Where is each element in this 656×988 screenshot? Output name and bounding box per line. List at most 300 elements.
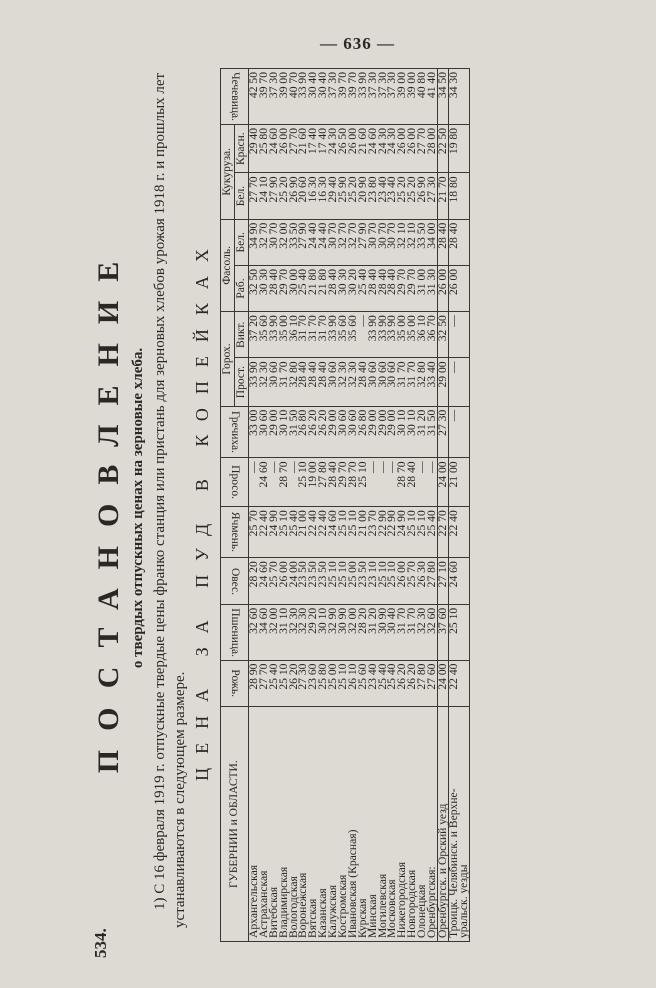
price-cell: 39 70 [256,72,270,99]
header-rye: Рожь. [221,660,249,707]
price-cell: 28 40 [316,361,330,388]
price-cell: 22 90 [385,510,399,537]
price-cell: 26 30 [415,561,429,588]
price-cell: 27 70 [256,663,270,690]
price-cell: 34 00 [425,222,439,249]
price-cell: 30 60 [326,361,340,388]
header-beans-white: Бел. [235,219,249,265]
price-cell: 27 30 [437,406,448,458]
column-corn-white [249,173,438,219]
price-cell: 32 00 [276,222,290,249]
price-cell: 30 40 [316,72,330,99]
price-cell: 35 60 [345,315,359,342]
price-cell: 25 10 [326,561,340,588]
price-cell: 34 60 [256,607,270,634]
price-cell: 23 80 [365,176,379,203]
price-cell: 32 30 [345,361,359,388]
price-cell: 32 10 [405,222,419,249]
price-cell: 27 90 [266,176,280,203]
price-cell: 28 40 [326,268,340,295]
price-cell: 32 10 [395,222,409,249]
price-cell: 35 00 [395,315,409,342]
price-cell: — [355,315,369,327]
price-cell: 22 40 [306,510,320,537]
column-peas-simple [249,358,438,406]
price-cell: 24 30 [326,127,340,155]
price-cell: 32 30 [415,607,429,634]
price-cell: 18 80 [448,173,469,219]
region-name: Ивановская (Красная) [345,829,359,938]
price-cell: 34 30 [448,69,469,125]
price-cell: 32 00 [345,607,359,634]
price-cell: 16 30 [306,176,320,203]
price-cell: 33 90 [326,315,340,342]
header-peas: Горох. [221,312,235,407]
price-cell: 25 10 [336,510,350,537]
price-cell: 31 70 [405,361,419,388]
price-cell: 31 70 [395,607,409,634]
price-cell: 39 70 [336,72,350,99]
price-cell: 28 40 [296,361,310,388]
price-cell: 25 10 [276,663,290,690]
price-cell: 23 70 [365,510,379,537]
price-cell: 24 30 [375,127,389,155]
price-cell: 31 70 [296,315,310,342]
price-cell: 25 00 [326,663,340,690]
price-cell: 30 60 [365,361,379,388]
price-cell: 25 10 [345,510,359,537]
price-cell: 27 80 [425,561,439,588]
column-millet [249,458,438,507]
price-cell: 29 40 [326,176,340,203]
price-cell: 37 20 [247,315,260,342]
price-cell: 25 10 [405,510,419,537]
price-cell: 32 70 [336,222,350,249]
price-cell: 30 10 [316,607,330,634]
region-name: Астраханская [256,870,270,938]
price-cell: 25 20 [395,176,409,203]
price-cell: 30 40 [306,72,320,99]
price-cell: 24 30 [385,127,399,155]
price-cell: 25 70 [266,561,280,588]
price-cell: 32 50 [247,268,260,295]
price-cell: 33 50 [286,222,300,249]
price-cell: 28 20 [355,607,369,634]
price-cell: 27 10 [437,558,448,605]
price-table [220,68,470,942]
price-cell: 27 80 [415,663,429,690]
price-cell: 25 40 [355,268,369,295]
price-cell: 24 40 [316,222,330,249]
price-cell: 32 60 [247,607,260,634]
header-buckwheat: Гречиха. [221,406,249,458]
price-cell: 21 00 [296,510,310,537]
table-row-troitsk [448,69,469,942]
price-cell: — [375,461,389,473]
price-cell: 35 00 [405,315,419,342]
price-cell: 22 90 [375,510,389,537]
price-cell: 19 00 [306,461,320,488]
header-peas-vikt: Викт. [235,312,249,358]
price-cell: 23 40 [385,176,399,203]
price-cell: — [448,406,469,458]
price-cell: 26 90 [415,176,429,203]
price-cell: 27 60 [425,663,439,690]
price-cell: 33 90 [355,72,369,99]
price-cell: 25 40 [375,663,389,690]
header-oats: Овес. [221,558,249,605]
header-beans-var: Раб. [235,265,249,311]
price-cell: — [448,358,469,406]
price-cell: 30 60 [385,361,399,388]
price-cell: 40 80 [415,72,429,99]
price-cell: 29 20 [306,607,320,634]
price-cell: 17 40 [306,127,320,155]
price-cell: 25 00 [345,561,359,588]
price-cell: 30 60 [375,361,389,388]
price-cell: 32 30 [336,361,350,388]
price-cell: 29 70 [395,268,409,295]
price-cell: 36 10 [415,315,429,342]
price-cell: 26 80 [355,409,369,436]
price-cell: 37 30 [326,72,340,99]
price-cell: 33 50 [415,222,429,249]
price-cell: — [286,461,300,473]
column-oats [249,558,438,605]
price-cell: 24 00 [437,660,448,707]
price-cell: 25 20 [345,176,359,203]
column-beans-var [249,265,438,311]
price-cell: 29 00 [437,358,448,406]
price-cell: 24 90 [395,510,409,537]
price-cell: 26 00 [395,561,409,588]
price-cell: 28 40 [306,361,320,388]
price-cell: 28 40 [385,268,399,295]
price-cell: 20 90 [355,176,369,203]
price-cell: 34 90 [247,222,260,249]
price-cell: 32 00 [266,607,280,634]
region-name: Вятская [306,898,320,938]
price-cell: 25 70 [247,510,260,537]
price-cell: 30 10 [395,409,409,436]
price-cell: 24 60 [326,510,340,537]
price-cell: 33 90 [247,361,260,388]
price-cell: 31 00 [415,268,429,295]
price-cell: 25 40 [425,510,439,537]
price-cell: 26 10 [345,663,359,690]
price-cell: 31 50 [425,409,439,436]
price-cell: 25 80 [316,663,330,690]
price-cell: 23 40 [365,663,379,690]
price-cell: 28 40 [448,219,469,265]
price-cell: 30 70 [385,222,399,249]
price-cell: 28 40 [326,461,340,488]
price-cell: 26 20 [316,409,330,436]
price-cell: 30 70 [375,222,389,249]
region-name: Минская [365,894,379,938]
price-cell: 24 40 [306,222,320,249]
header-corn: Кукуруза. [221,124,235,219]
price-cell: 28 40 [365,268,379,295]
price-cell: 26 20 [395,663,409,690]
price-cell: 37 30 [365,72,379,99]
price-cell: 22 40 [448,507,469,558]
price-cell: 27 70 [247,176,260,203]
price-cell: 37 30 [266,72,280,99]
price-cell: 25 70 [405,561,419,588]
document-subtitle: о твердых отпускных ценах на зерновые хлеба. [130,347,146,669]
price-cell: 30 30 [336,268,350,295]
price-cell: 26 00 [448,265,469,311]
region-name: Калужская [326,884,340,938]
price-cell: 24 60 [365,127,379,155]
price-cell: 28 40 [375,268,389,295]
price-cell: 25 90 [336,176,350,203]
price-cell: 32 80 [415,361,429,388]
price-cell: 42 50 [247,72,260,99]
price-cell: 31 20 [365,607,379,634]
price-cell: — [266,461,280,473]
price-cell: 30 30 [256,268,270,295]
price-cell: 35 60 [256,315,270,342]
price-cell: 24 60 [266,127,280,155]
price-cell: 33 00 [247,409,260,436]
price-cell: 32 60 [425,607,439,634]
column-barley [249,507,438,558]
price-cell: — [415,461,429,473]
price-cell: 23 10 [365,561,379,588]
price-cell: 25 10 [385,561,399,588]
page-number-top: — 636 — [320,34,395,53]
price-cell: 26 00 [276,127,290,155]
price-cell: 22 70 [437,507,448,558]
price-cell: 30 60 [266,361,280,388]
price-cell: 39 00 [405,72,419,99]
header-corn-red: Красн. [235,124,249,172]
price-cell: 25 20 [405,176,419,203]
price-cell: 30 90 [375,607,389,634]
region-name: Костромская [336,874,350,938]
price-cell: 31 70 [405,607,419,634]
price-cell: 26 50 [336,127,350,155]
price-cell: 29 00 [385,409,399,436]
column-peas-vikt [249,312,438,358]
price-cell: 31 10 [276,607,290,634]
price-cell: 30 70 [326,222,340,249]
price-cell: 32 70 [256,222,270,249]
price-cell: — [385,461,399,473]
price-cell: 41 40 [425,72,439,99]
price-cell: 25 10 [355,461,369,488]
region-name: Могилевская [375,873,389,938]
column-lentils [249,69,438,125]
price-cell: 32 90 [326,607,340,634]
price-cell: 22 40 [316,510,330,537]
price-cell: 28 40 [405,461,419,488]
header-region: ГУБЕРНИИ и ОБЛАСТИ. [221,707,249,942]
price-cell: 22 40 [448,660,469,707]
price-cell: 30 00 [286,268,300,295]
price-cell: 33 90 [296,72,310,99]
region-troitsk-uezd: Троицк. Челябинск. и Верхне- уральск. уезды [448,707,469,942]
price-cell: 29 00 [326,409,340,436]
region-name: Вологодская [286,876,300,938]
price-cell: 32 30 [256,361,270,388]
price-cell: 33 90 [266,315,280,342]
price-cell: 31 70 [276,361,290,388]
price-cell: 21 80 [306,268,320,295]
price-cell: 30 20 [345,268,359,295]
price-cell: 31 70 [395,361,409,388]
price-cell: 25 10 [276,510,290,537]
price-cell: 28 90 [247,663,260,690]
price-cell: 24 00 [286,561,300,588]
price-cell: 24 60 [448,558,469,605]
column-buckwheat [249,406,438,458]
price-cell: 28 70 [276,461,290,488]
price-cell: 23 50 [306,561,320,588]
price-cell: 32 80 [286,361,300,388]
price-cell: 24 60 [256,561,270,588]
price-cell: 28 70 [395,461,409,488]
price-cell: 25 40 [286,510,300,537]
price-cell: 21 60 [355,127,369,155]
price-cell: 24 90 [266,510,280,537]
price-cell: 30 60 [345,409,359,436]
price-cell: 30 40 [385,607,399,634]
price-cell: 30 10 [405,409,419,436]
price-cell: 25 80 [256,127,270,155]
page-number-side: 534. [91,928,110,958]
price-cell: 16 30 [316,176,330,203]
header-barley: Ячмень. [221,507,249,558]
table-body-row [249,69,438,942]
price-cell: 32 70 [345,222,359,249]
column-beans-white [249,219,438,265]
price-cell: 26 20 [286,663,300,690]
region-name: Оренбургская: [425,866,439,938]
price-cell: 29 00 [375,409,389,436]
price-cell: 22 40 [256,510,270,537]
price-cell: 25 10 [336,663,350,690]
header-wheat: Пшеница. [221,604,249,660]
price-cell: 29 00 [365,409,379,436]
price-cell: 23 40 [375,176,389,203]
column-wheat [249,604,438,660]
price-cell: 28 20 [247,561,260,588]
price-cell: 39 00 [395,72,409,99]
price-cell: 23 50 [316,561,330,588]
price-cell: 30 70 [365,222,379,249]
price-cell: 36 70 [425,315,439,342]
price-cell: 23 50 [296,561,310,588]
price-cell: 27 70 [415,127,429,155]
price-cell: 25 10 [336,561,350,588]
price-cell: 30 60 [256,409,270,436]
price-cell: 32 30 [296,607,310,634]
price-cell: 24 10 [256,176,270,203]
price-cell: 31 50 [286,409,300,436]
price-cell: 37 30 [375,72,389,99]
price-heading: ЦЕНА ЗА ПУД В КОПЕЙКАХ [192,235,212,781]
price-cell: 29 70 [336,461,350,488]
price-cell: 26 20 [405,663,419,690]
price-cell: 21 60 [296,127,310,155]
price-cell: 21 70 [437,173,448,219]
price-cell: 25 60 [355,663,369,690]
region-name: Нижегородская [395,861,409,938]
price-cell: 33 90 [385,315,399,342]
price-cell: 25 10 [415,510,429,537]
document-title: ПОСТАНОВЛЕНИЕ [92,242,125,774]
price-cell: 27 30 [425,176,439,203]
price-cell: 26 00 [395,127,409,155]
intro-paragraph: 1) С 16 февраля 1919 г. отпускные твердые цены франко станция или пристань для зерновых хлебов урожая 1918 г. и прошлых лет устанавливаются в следующем размере. [152,72,188,928]
price-cell: 29 70 [405,268,419,295]
price-cell: 24 00 [437,458,448,507]
price-cell: 21 00 [355,510,369,537]
price-cell: 27 70 [286,127,300,155]
price-cell: 25 40 [385,663,399,690]
price-cell: 36 10 [286,315,300,342]
price-cell: 31 30 [425,268,439,295]
price-cell: 19 80 [448,124,469,172]
price-cell: 37 60 [437,604,448,660]
header-peas-simple: Прост. [235,358,249,406]
price-cell: 26 80 [296,409,310,436]
price-cell: 37 30 [385,72,399,99]
price-cell: 30 10 [276,409,290,436]
region-name: Олонецкая [415,884,429,938]
region-name: Владимирская [276,866,290,938]
price-cell: 26 00 [276,561,290,588]
price-cell: 17 40 [316,127,330,155]
price-cell: 40 70 [286,72,300,99]
header-beans: Фасоль. [221,219,235,311]
price-cell: 28 40 [355,361,369,388]
price-cell: 39 70 [345,72,359,99]
price-cell: 34 50 [437,69,448,125]
price-cell: 26 20 [306,409,320,436]
price-cell: 32 30 [286,607,300,634]
price-cell: 23 60 [306,663,320,690]
header-millet: Просо. [221,458,249,507]
price-cell: 32 50 [437,312,448,358]
column-corn-red [249,124,438,172]
price-cell: — [425,461,439,473]
price-cell: 29 70 [276,268,290,295]
price-cell: 33 90 [365,315,379,342]
price-cell: 31 70 [316,315,330,342]
price-cell: 22 50 [437,124,448,172]
price-cell: 29 00 [266,409,280,436]
price-cell: 23 50 [355,561,369,588]
price-cell: 28 40 [266,268,280,295]
price-cell: 25 10 [375,561,389,588]
price-cell: 24 60 [256,461,270,488]
price-cell: 26 90 [286,176,300,203]
price-cell: 27 30 [296,663,310,690]
price-cell: 35 60 [336,315,350,342]
price-cell: — [448,312,469,358]
price-cell: 25 40 [296,268,310,295]
price-cell: 31 20 [415,409,429,436]
price-cell: 26 00 [345,127,359,155]
price-cell: 27 80 [316,461,330,488]
price-cell: — [247,461,260,473]
region-names [249,707,438,942]
price-cell: 21 80 [316,268,330,295]
